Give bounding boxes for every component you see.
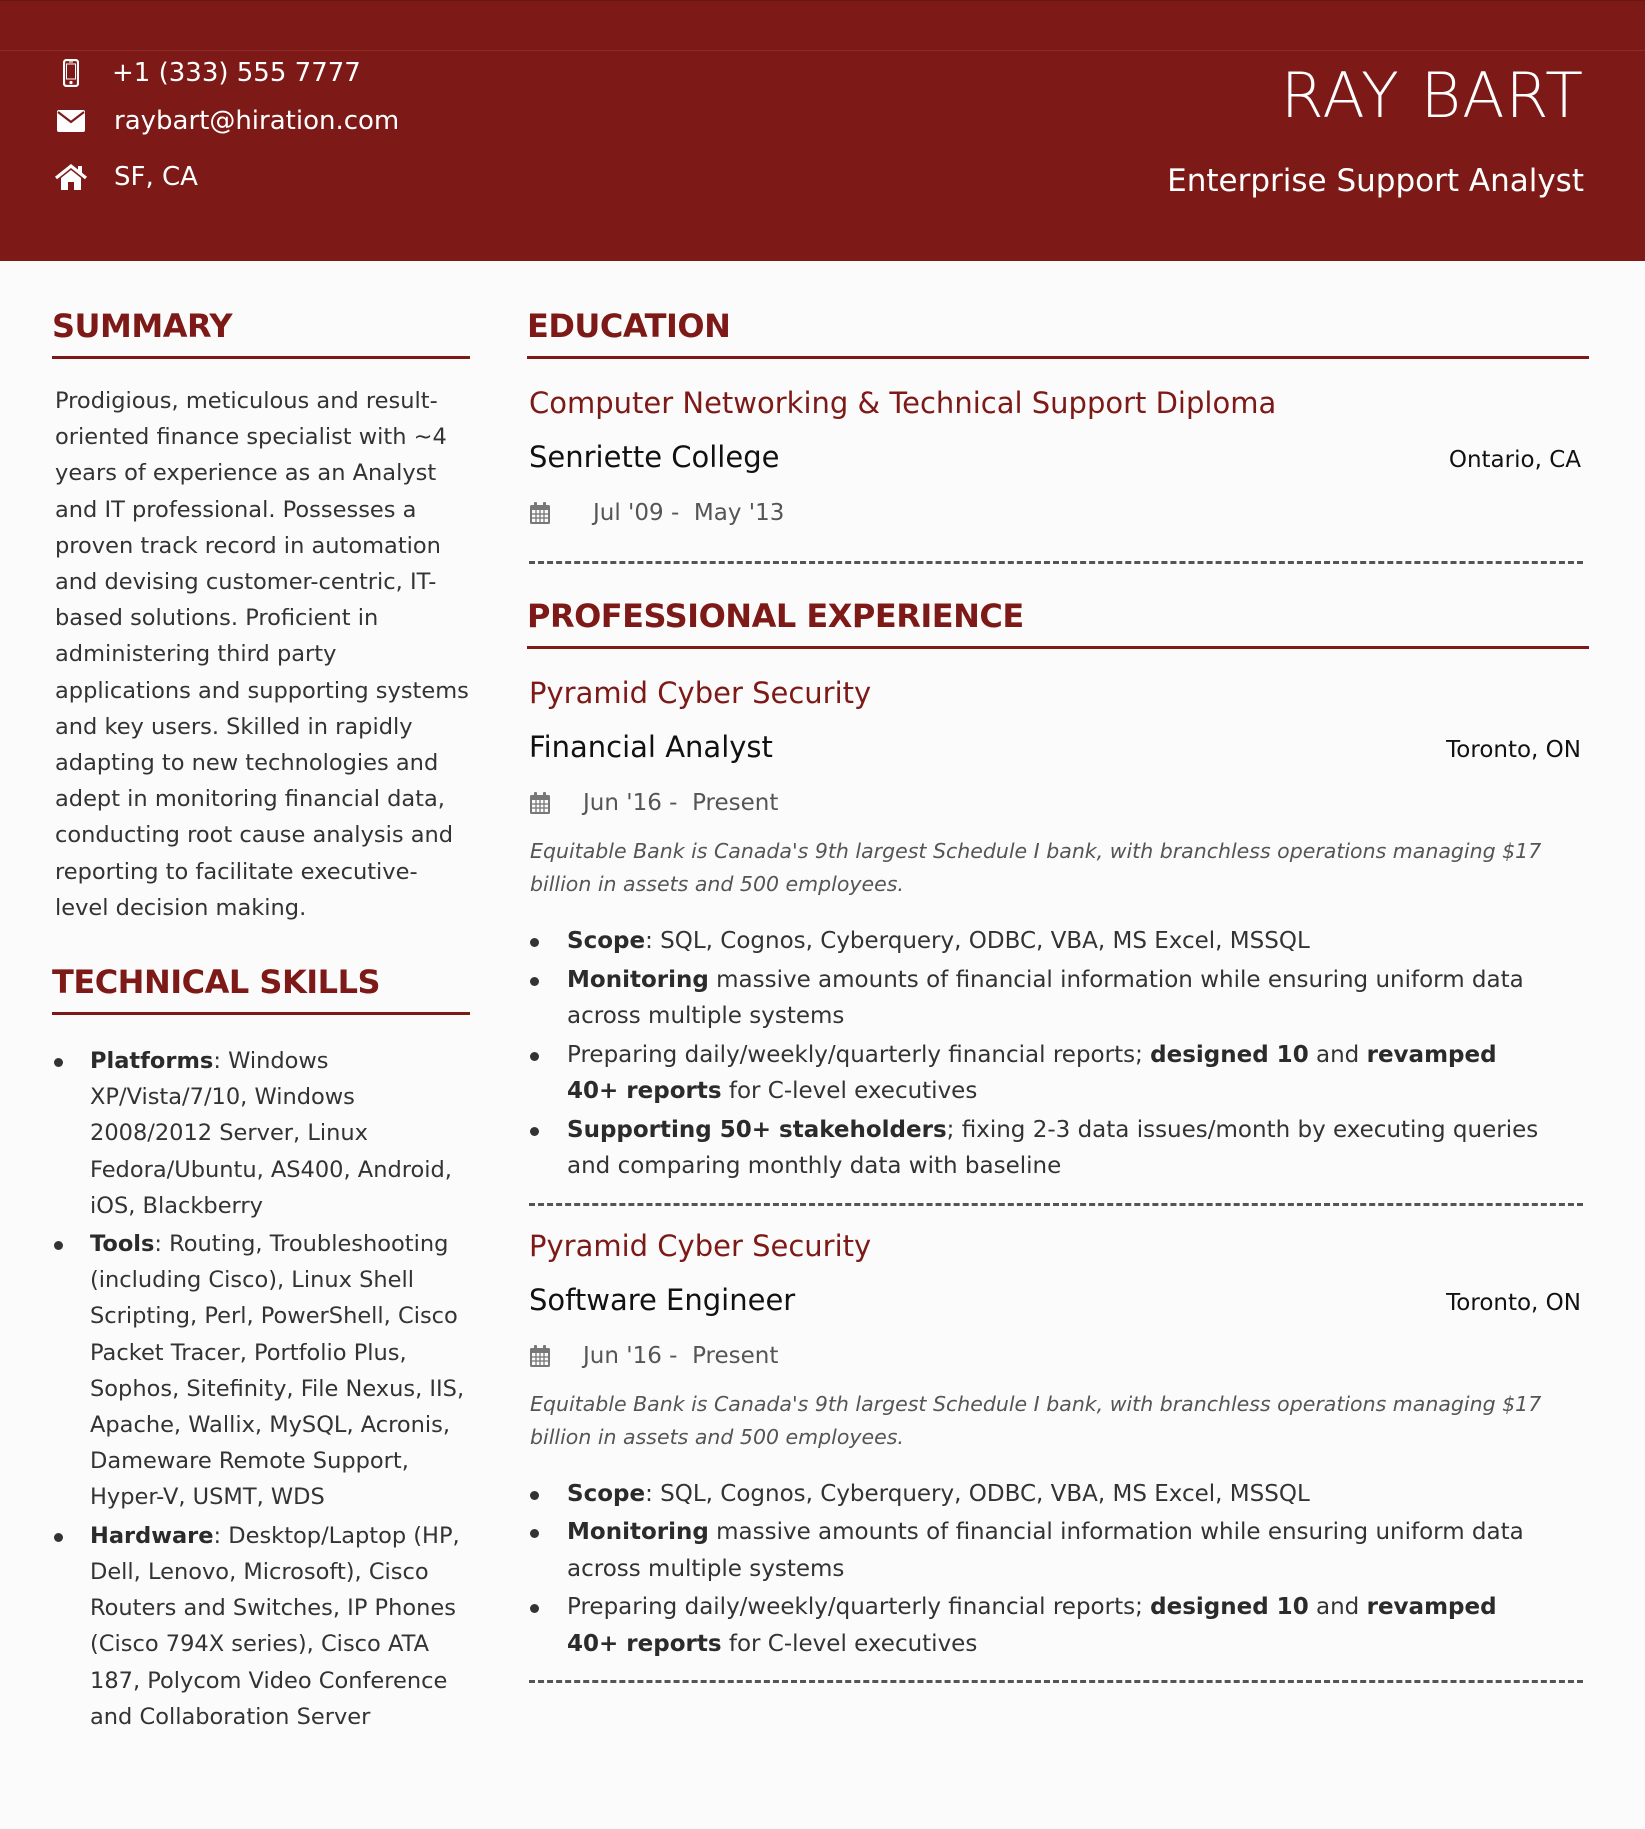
job-entry [527,673,1589,1206]
school-name: Senriette College [529,440,780,474]
summary-section [52,300,470,926]
date-end: Present [692,1342,779,1369]
bullet-item [527,1589,1589,1662]
bullet-text: massive amounts of financial information while ensuring uniform data across multiple systems [567,966,1524,1029]
job-entry [527,1226,1589,1684]
job-role: Software Engineer [529,1282,796,1317]
skill-text: Desktop/Laptop (HP, Dell, Lenovo, Microsoft), Cisco Routers and Switches, IP Phones (Cisco 794X series), Cisco ATA 187, Polycom Video Conference and Collaboration Server [90,1522,460,1730]
dashed-divider [529,1680,1583,1683]
right-column [527,300,1589,1683]
bullet-bold: Scope [567,1480,646,1507]
bullet-text: : SQL, Cognos, Cyberquery, ODBC, VBA, MS Excel, MSSQL [645,928,1310,954]
bullet-item [527,962,1589,1035]
bullet-text: Preparing daily/weekly/quarterly financial reports; [567,1594,1151,1620]
bullet-bold: Supporting 50+ stakeholders [567,1116,947,1143]
skill-item-hardware [52,1518,470,1735]
home-icon [52,161,90,193]
date-start: Jun '16 [583,1342,662,1369]
email-link[interactable]: raybart@hiration.com [114,106,400,136]
education-section [527,300,1589,564]
date-separator: - [661,790,693,816]
contact-location [52,161,198,193]
bullet-bold: designed 10 [1150,1594,1309,1620]
skill-sep: : [154,1231,170,1258]
experience-section [527,590,1589,1683]
company-name: Pyramid Cyber Security [529,1228,872,1263]
section-heading-skills: TECHNICAL SKILLS [52,963,380,1002]
envelope-icon [52,105,90,137]
bullet-item [527,1514,1589,1587]
bullet-bold: Monitoring [567,966,709,993]
candidate-name: RAY BART [1280,59,1584,132]
mobile-phone-icon [52,57,90,89]
degree-name: Computer Networking & Technical Support Diploma [529,386,1277,420]
bullet-item [527,923,1589,960]
bullet-bold: designed 10 [1150,1041,1309,1068]
bullet-bold: revamped 40+ reports [567,1041,1497,1104]
skill-item-platforms [52,1043,470,1224]
bullet-bold: revamped 40+ reports [567,1594,1497,1657]
skill-label: Hardware [90,1522,214,1549]
location-text: SF, CA [114,162,198,192]
bullet-item [527,1037,1589,1110]
bullet-item [527,1476,1589,1513]
calendar-icon [529,791,551,815]
bullet-item [527,1112,1589,1185]
job-row [527,1280,1589,1320]
phone-text[interactable]: +1 (333) 555 7777 [112,58,361,88]
skill-text: Windows XP/Vista/7/10, Windows 2008/2012 Server, Linux Fedora/Ubuntu, AS400, Android, iOS, Blackberry [90,1048,452,1219]
job-role: Financial Analyst [529,730,773,764]
bullet-text: ; fixing 2-3 data issues/month by executing queries and comparing monthly data with baseline [567,1116,1539,1179]
job-row [527,727,1589,767]
company-description: Equitable Bank is Canada's 9th largest Schedule I bank, with branchless operations managing $17 billion in assets and 500 employees. [530,1391,1542,1449]
date-end: Present [692,790,779,816]
dashed-divider [529,1203,1583,1206]
bullet-text: massive amounts of financial information while ensuring uniform data across multiple systems [567,1519,1524,1582]
bullet-text: for C-level executives [721,1078,978,1104]
candidate-title: Enterprise Support Analyst [1167,163,1584,199]
bullet-bold: Scope [567,928,646,954]
date-separator: - [663,500,694,526]
bullet-text: for C-level executives [721,1630,978,1657]
section-heading-experience: PROFESSIONAL EXPERIENCE [527,597,1024,635]
section-rule [527,356,1589,359]
calendar-icon [529,501,551,525]
education-row [527,437,1589,477]
section-rule [52,1012,470,1015]
summary-text: Prodigious, meticulous and result-oriented finance specialist with ~4 years of experience as an Analyst and IT professional. Possesses a proven track record in automation and devising customer-centric, IT-based solutions. Proficient in administering third party applications and supporting systems and key users. Skilled in rapidly adapting to new technologies and adept in monitoring financial data, conducting root cause analysis and reporting to facilitate executive-level decision making. [55,388,469,921]
company-name: Pyramid Cyber Security [529,676,872,710]
resume-header [0,0,1645,261]
bullet-bold: Monitoring [567,1519,709,1545]
date-separator: - [661,1342,693,1369]
section-rule [52,356,470,359]
header-divider [0,50,1645,51]
skill-sep: : [213,1048,229,1075]
date-start: Jun '16 [583,790,662,816]
education-dates [527,495,1589,531]
calendar-icon [529,1344,551,1368]
section-rule [527,646,1589,649]
job-bullets [527,1476,1589,1663]
job-dates [527,785,1589,821]
section-heading-education: EDUCATION [527,307,731,345]
skill-sep: : [213,1522,229,1549]
job-location: Toronto, ON [1446,737,1581,763]
skill-label: Tools [90,1231,155,1258]
left-column [52,300,470,1737]
skills-section [52,956,470,1735]
contact-phone [52,57,361,89]
skill-item-tools [52,1226,470,1516]
bullet-text: : SQL, Cognos, Cyberquery, ODBC, VBA, MS Excel, MSSQL [645,1480,1310,1507]
bullet-text: and [1308,1594,1367,1620]
job-bullets [527,923,1589,1185]
company-description: Equitable Bank is Canada's 9th largest Schedule I bank, with branchless operations managing $17 billion in assets and 500 employees. [530,839,1542,896]
date-start: Jul '09 [593,500,664,526]
bullet-text: and [1308,1041,1367,1068]
bullet-text: Preparing daily/weekly/quarterly financial reports; [567,1041,1151,1068]
contact-email [52,105,399,137]
section-heading-summary: SUMMARY [52,307,233,345]
job-dates [527,1338,1589,1374]
date-end: May '13 [693,500,785,526]
skill-label: Platforms [90,1048,214,1075]
school-location: Ontario, CA [1448,447,1581,473]
skill-text: Routing, Troubleshooting (including Cisco), Linux Shell Scripting, Perl, PowerShell, Cisco Packet Tracer, Portfolio Plus, Sophos, Sitefinity, File Nexus, IIS, Apache, Wallix, MySQL, Acronis, Dameware Remote Support, Hyper-V, USMT, WDS [90,1231,465,1511]
skills-list [52,1043,470,1735]
dashed-divider [529,561,1583,564]
job-location: Toronto, ON [1446,1289,1581,1316]
